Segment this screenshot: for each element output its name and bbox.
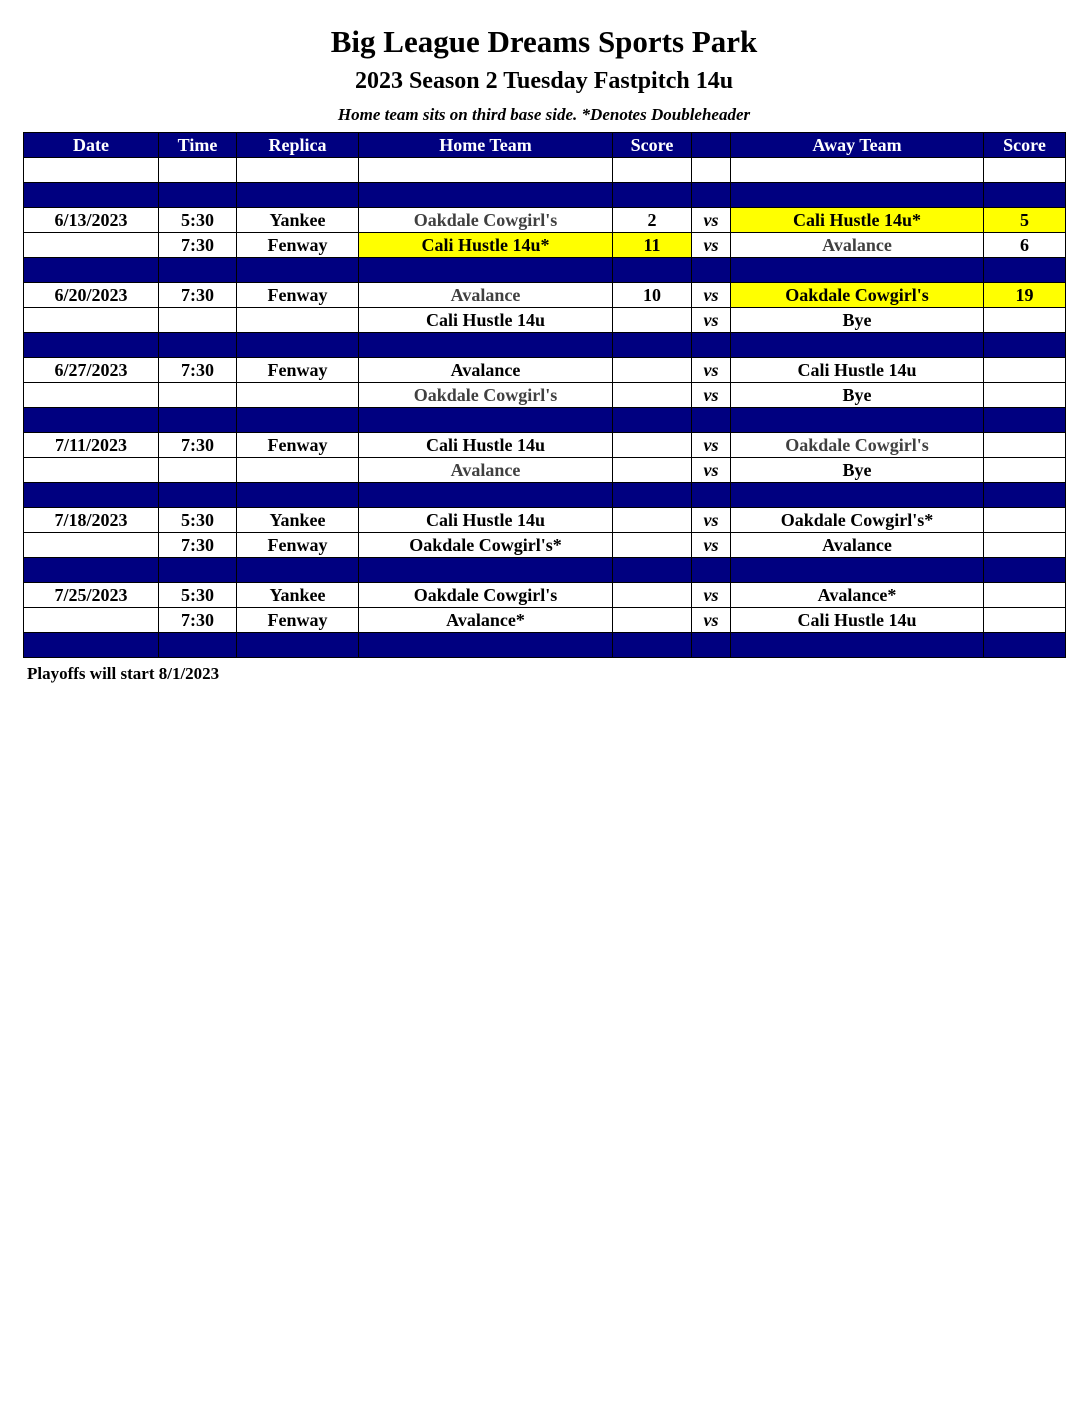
home-team-cell: Cali Hustle 14u* xyxy=(359,233,613,258)
band-cell xyxy=(359,258,613,283)
date-cell: 7/25/2023 xyxy=(24,583,159,608)
game-row xyxy=(24,508,1066,533)
date-cell xyxy=(24,308,159,333)
band-cell xyxy=(984,183,1066,208)
band-cell xyxy=(692,183,731,208)
game-row xyxy=(24,208,1066,233)
date-cell: 6/27/2023 xyxy=(24,358,159,383)
game-row xyxy=(24,158,1066,183)
band-cell xyxy=(159,333,237,358)
replica-cell: Fenway xyxy=(237,433,359,458)
band-cell xyxy=(984,633,1066,658)
band-cell xyxy=(24,333,159,358)
home-score-cell xyxy=(613,158,692,183)
game-row xyxy=(24,533,1066,558)
away-team-cell: Avalance xyxy=(731,533,984,558)
time-cell xyxy=(159,308,237,333)
date-cell: 7/18/2023 xyxy=(24,508,159,533)
vs-cell xyxy=(692,158,731,183)
vs-cell: vs xyxy=(692,608,731,633)
time-cell xyxy=(159,383,237,408)
time-cell: 7:30 xyxy=(159,358,237,383)
page-subtitle: 2023 Season 2 Tuesday Fastpitch 14u xyxy=(354,68,734,94)
band-cell xyxy=(237,633,359,658)
band-cell xyxy=(692,558,731,583)
date-cell xyxy=(24,458,159,483)
away-team-cell: Avalance xyxy=(731,233,984,258)
band-cell xyxy=(984,333,1066,358)
band-cell xyxy=(731,183,984,208)
schedule-table xyxy=(23,132,1066,658)
replica-cell xyxy=(237,383,359,408)
separator-band xyxy=(24,183,1066,208)
time-cell: 7:30 xyxy=(159,283,237,308)
band-cell xyxy=(692,258,731,283)
band-cell xyxy=(613,483,692,508)
home-team-cell: Oakdale Cowgirl's xyxy=(359,208,613,233)
game-row xyxy=(24,358,1066,383)
separator-band xyxy=(24,408,1066,433)
home-score-cell: 10 xyxy=(613,283,692,308)
band-cell xyxy=(613,633,692,658)
home-team-cell: Oakdale Cowgirl's xyxy=(359,383,613,408)
game-row xyxy=(24,283,1066,308)
col-header-date: Date xyxy=(24,133,159,158)
replica-cell: Fenway xyxy=(237,533,359,558)
date-cell xyxy=(24,383,159,408)
col-header-home-score: Score xyxy=(613,133,692,158)
home-team-cell: Avalance* xyxy=(359,608,613,633)
band-cell xyxy=(159,183,237,208)
date-cell xyxy=(24,158,159,183)
away-score-cell xyxy=(984,433,1066,458)
away-score-cell xyxy=(984,458,1066,483)
away-score-cell xyxy=(984,383,1066,408)
band-cell xyxy=(159,258,237,283)
home-score-cell xyxy=(613,433,692,458)
col-header-away-score: Score xyxy=(984,133,1066,158)
away-score-cell xyxy=(984,158,1066,183)
game-row xyxy=(24,608,1066,633)
band-cell xyxy=(159,408,237,433)
game-row xyxy=(24,583,1066,608)
separator-band xyxy=(24,483,1066,508)
home-team-cell: Avalance xyxy=(359,358,613,383)
band-cell xyxy=(613,258,692,283)
band-cell xyxy=(24,408,159,433)
vs-cell: vs xyxy=(692,533,731,558)
away-team-cell: Bye xyxy=(731,458,984,483)
time-cell xyxy=(159,158,237,183)
band-cell xyxy=(613,558,692,583)
band-cell xyxy=(159,633,237,658)
time-cell: 7:30 xyxy=(159,608,237,633)
playoffs-note: Playoffs will start 8/1/2023 xyxy=(27,664,220,683)
away-team-cell: Cali Hustle 14u xyxy=(731,608,984,633)
band-cell xyxy=(24,483,159,508)
band-cell xyxy=(984,558,1066,583)
home-team-cell: Oakdale Cowgirl's* xyxy=(359,533,613,558)
doubleheader-note: Home team sits on third base side. *Denotes Doubleheader xyxy=(337,105,751,124)
game-row xyxy=(24,308,1066,333)
away-score-cell xyxy=(984,533,1066,558)
band-cell xyxy=(731,408,984,433)
away-team-cell: Oakdale Cowgirl's* xyxy=(731,508,984,533)
game-row xyxy=(24,458,1066,483)
band-cell xyxy=(692,633,731,658)
vs-cell: vs xyxy=(692,358,731,383)
vs-cell: vs xyxy=(692,283,731,308)
band-cell xyxy=(24,558,159,583)
home-team-cell: Avalance xyxy=(359,458,613,483)
band-cell xyxy=(731,333,984,358)
band-cell xyxy=(359,558,613,583)
band-cell xyxy=(359,183,613,208)
vs-cell: vs xyxy=(692,508,731,533)
away-score-cell: 5 xyxy=(984,208,1066,233)
home-team-cell: Avalance xyxy=(359,283,613,308)
band-cell xyxy=(984,258,1066,283)
band-cell xyxy=(731,258,984,283)
col-header-time: Time xyxy=(159,133,237,158)
band-cell xyxy=(24,633,159,658)
vs-cell: vs xyxy=(692,308,731,333)
vs-cell: vs xyxy=(692,233,731,258)
band-cell xyxy=(24,183,159,208)
replica-cell xyxy=(237,308,359,333)
date-cell xyxy=(24,608,159,633)
home-score-cell xyxy=(613,608,692,633)
band-cell xyxy=(159,483,237,508)
band-cell xyxy=(984,408,1066,433)
away-score-cell xyxy=(984,583,1066,608)
home-team-cell xyxy=(359,158,613,183)
time-cell: 5:30 xyxy=(159,583,237,608)
away-score-cell xyxy=(984,508,1066,533)
home-score-cell: 11 xyxy=(613,233,692,258)
band-cell xyxy=(24,258,159,283)
band-cell xyxy=(692,333,731,358)
replica-cell: Fenway xyxy=(237,358,359,383)
replica-cell: Yankee xyxy=(237,508,359,533)
date-cell xyxy=(24,233,159,258)
home-score-cell xyxy=(613,383,692,408)
col-header-home-team: Home Team xyxy=(359,133,613,158)
away-team-cell: Bye xyxy=(731,308,984,333)
band-cell xyxy=(359,408,613,433)
home-score-cell: 2 xyxy=(613,208,692,233)
replica-cell xyxy=(237,458,359,483)
replica-cell: Yankee xyxy=(237,583,359,608)
band-cell xyxy=(613,183,692,208)
away-team-cell: Oakdale Cowgirl's xyxy=(731,283,984,308)
band-cell xyxy=(731,483,984,508)
time-cell: 7:30 xyxy=(159,533,237,558)
schedule-body xyxy=(24,158,1066,658)
home-score-cell xyxy=(613,508,692,533)
away-team-cell: Cali Hustle 14u* xyxy=(731,208,984,233)
away-team-cell xyxy=(731,158,984,183)
vs-cell: vs xyxy=(692,583,731,608)
col-header-away-team: Away Team xyxy=(731,133,984,158)
game-row xyxy=(24,433,1066,458)
band-cell xyxy=(692,483,731,508)
band-cell xyxy=(613,408,692,433)
band-cell xyxy=(731,558,984,583)
home-score-cell xyxy=(613,583,692,608)
home-score-cell xyxy=(613,533,692,558)
away-team-cell: Cali Hustle 14u xyxy=(731,358,984,383)
date-cell: 6/20/2023 xyxy=(24,283,159,308)
band-cell xyxy=(237,183,359,208)
band-cell xyxy=(359,333,613,358)
band-cell xyxy=(613,333,692,358)
band-cell xyxy=(237,258,359,283)
band-cell xyxy=(984,483,1066,508)
replica-cell: Yankee xyxy=(237,208,359,233)
date-cell xyxy=(24,533,159,558)
replica-cell: Fenway xyxy=(237,608,359,633)
away-team-cell: Avalance* xyxy=(731,583,984,608)
date-cell: 6/13/2023 xyxy=(24,208,159,233)
band-cell xyxy=(237,333,359,358)
game-row xyxy=(24,233,1066,258)
replica-cell xyxy=(237,158,359,183)
band-cell xyxy=(237,483,359,508)
home-team-cell: Cali Hustle 14u xyxy=(359,308,613,333)
time-cell: 5:30 xyxy=(159,208,237,233)
away-score-cell xyxy=(984,608,1066,633)
away-score-cell: 6 xyxy=(984,233,1066,258)
separator-band xyxy=(24,633,1066,658)
vs-cell: vs xyxy=(692,433,731,458)
home-score-cell xyxy=(613,458,692,483)
home-team-cell: Oakdale Cowgirl's xyxy=(359,583,613,608)
time-cell xyxy=(159,458,237,483)
away-team-cell: Bye xyxy=(731,383,984,408)
replica-cell: Fenway xyxy=(237,233,359,258)
replica-cell: Fenway xyxy=(237,283,359,308)
band-cell xyxy=(692,408,731,433)
game-row xyxy=(24,383,1066,408)
separator-band xyxy=(24,558,1066,583)
page-title: Big League Dreams Sports Park xyxy=(330,24,758,59)
home-team-cell: Cali Hustle 14u xyxy=(359,508,613,533)
vs-cell: vs xyxy=(692,383,731,408)
away-team-cell: Oakdale Cowgirl's xyxy=(731,433,984,458)
band-cell xyxy=(731,633,984,658)
away-score-cell: 19 xyxy=(984,283,1066,308)
band-cell xyxy=(237,408,359,433)
home-score-cell xyxy=(613,358,692,383)
date-cell: 7/11/2023 xyxy=(24,433,159,458)
band-cell xyxy=(359,483,613,508)
col-header-replica: Replica xyxy=(237,133,359,158)
time-cell: 7:30 xyxy=(159,233,237,258)
header-row xyxy=(24,133,1066,158)
col-header-vs xyxy=(692,133,731,158)
time-cell: 7:30 xyxy=(159,433,237,458)
time-cell: 5:30 xyxy=(159,508,237,533)
band-cell xyxy=(159,558,237,583)
vs-cell: vs xyxy=(692,208,731,233)
band-cell xyxy=(359,633,613,658)
vs-cell: vs xyxy=(692,458,731,483)
home-score-cell xyxy=(613,308,692,333)
home-team-cell: Cali Hustle 14u xyxy=(359,433,613,458)
separator-band xyxy=(24,258,1066,283)
separator-band xyxy=(24,333,1066,358)
away-score-cell xyxy=(984,358,1066,383)
band-cell xyxy=(237,558,359,583)
away-score-cell xyxy=(984,308,1066,333)
